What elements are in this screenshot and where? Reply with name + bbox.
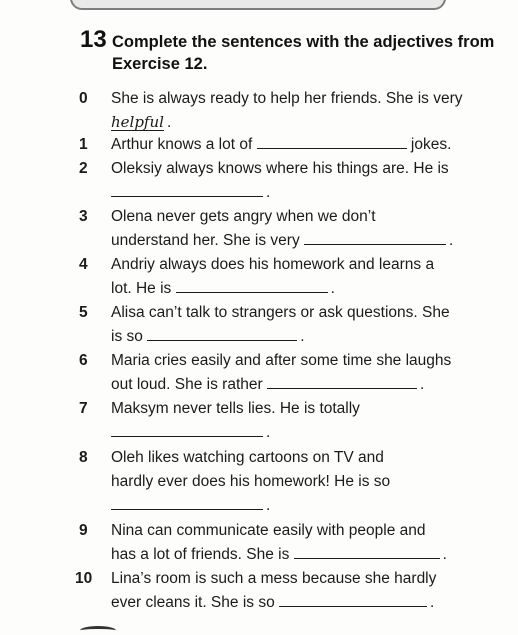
example-answer: helpful [111, 113, 164, 131]
full-stop: . [266, 424, 271, 441]
full-stop: . [419, 376, 425, 393]
item-text-continuation: understand her. She is very [111, 232, 300, 249]
instructions-line-2: Exercise 12. [112, 55, 208, 73]
answer-blank[interactable] [279, 592, 427, 607]
item-text [111, 133, 451, 157]
item-text: Andriy always does his homework and learns a [111, 256, 435, 273]
item-text-continuation: lot. He is [111, 280, 172, 297]
answer-blank[interactable] [147, 326, 297, 341]
item-number: 4 [79, 256, 88, 273]
item-text: Oleksiy always knows where his things are. He is [111, 160, 449, 177]
item-text-line-2 [111, 325, 305, 349]
item-text: Lina’s room is such a mess because she hardly [111, 570, 437, 587]
item-text: Alisa can’t talk to strangers or ask questions. She [111, 304, 450, 321]
full-stop: . [330, 280, 335, 297]
item-number: 2 [79, 160, 88, 177]
full-stop: . [442, 546, 447, 563]
item-text-line-2 [111, 277, 335, 301]
item-text-continuation: has a lot of friends. She is [111, 546, 290, 563]
full-stop: . [430, 594, 435, 611]
answer-blank[interactable] [111, 182, 263, 197]
item-text-line-2: hardly ever does his homework! He is so [111, 473, 391, 490]
exercise-number: 13 [80, 26, 107, 53]
item-text-continuation: is so [111, 328, 143, 345]
item-text-continuation: ever cleans it. She is so [111, 594, 275, 611]
item-text-line-2 [111, 373, 424, 397]
item-text-line-2 [111, 229, 453, 253]
item-text: Oleh likes watching cartoons on TV and [111, 449, 384, 466]
item-answer-line [111, 181, 270, 205]
previous-exercise-box-edge [70, 0, 446, 10]
item-text-line-2 [111, 543, 447, 567]
exercise-instructions [112, 31, 508, 75]
answer-blank[interactable] [111, 495, 263, 510]
item-number: 1 [79, 136, 88, 153]
item-text: She is always ready to help her friends. She is very [111, 90, 463, 107]
full-stop: . [449, 232, 454, 249]
item-number: 7 [79, 400, 88, 417]
item-text-continuation: out loud. She is rather [111, 376, 263, 393]
answer-blank[interactable] [257, 134, 407, 149]
full-stop: . [266, 497, 271, 514]
answer-blank[interactable] [267, 374, 417, 389]
item-number: 10 [75, 570, 93, 587]
answer-blank[interactable] [111, 422, 263, 437]
full-stop: . [166, 114, 172, 131]
full-stop: . [266, 184, 271, 201]
item-number: 9 [79, 522, 88, 539]
item-number: 3 [79, 208, 88, 225]
item-answer-line [111, 110, 171, 135]
item-answer-line [111, 421, 270, 445]
item-text-line-2 [111, 591, 434, 615]
item-text: Maksym never tells lies. He is totally [111, 400, 360, 417]
answer-blank[interactable] [294, 544, 440, 559]
next-exercise-number-edge [80, 626, 116, 635]
item-number: 0 [79, 90, 88, 107]
item-text: Nina can communicate easily with people and [111, 522, 426, 539]
answer-blank[interactable] [176, 278, 328, 293]
item-number: 6 [79, 352, 88, 369]
item-number: 8 [79, 449, 88, 466]
item-text: Maria cries easily and after some time she laughs [111, 352, 452, 369]
item-number: 5 [79, 304, 88, 321]
instructions-line-1: Complete the sentences with the adjectives from [112, 33, 495, 51]
item-text: Olena never gets angry when we don’t [111, 208, 376, 225]
full-stop: . [300, 328, 305, 345]
answer-blank[interactable] [304, 230, 446, 245]
text-after-blank: jokes. [410, 136, 452, 153]
text-before-blank: Arthur knows a lot of [111, 136, 253, 153]
item-answer-line [111, 494, 270, 518]
